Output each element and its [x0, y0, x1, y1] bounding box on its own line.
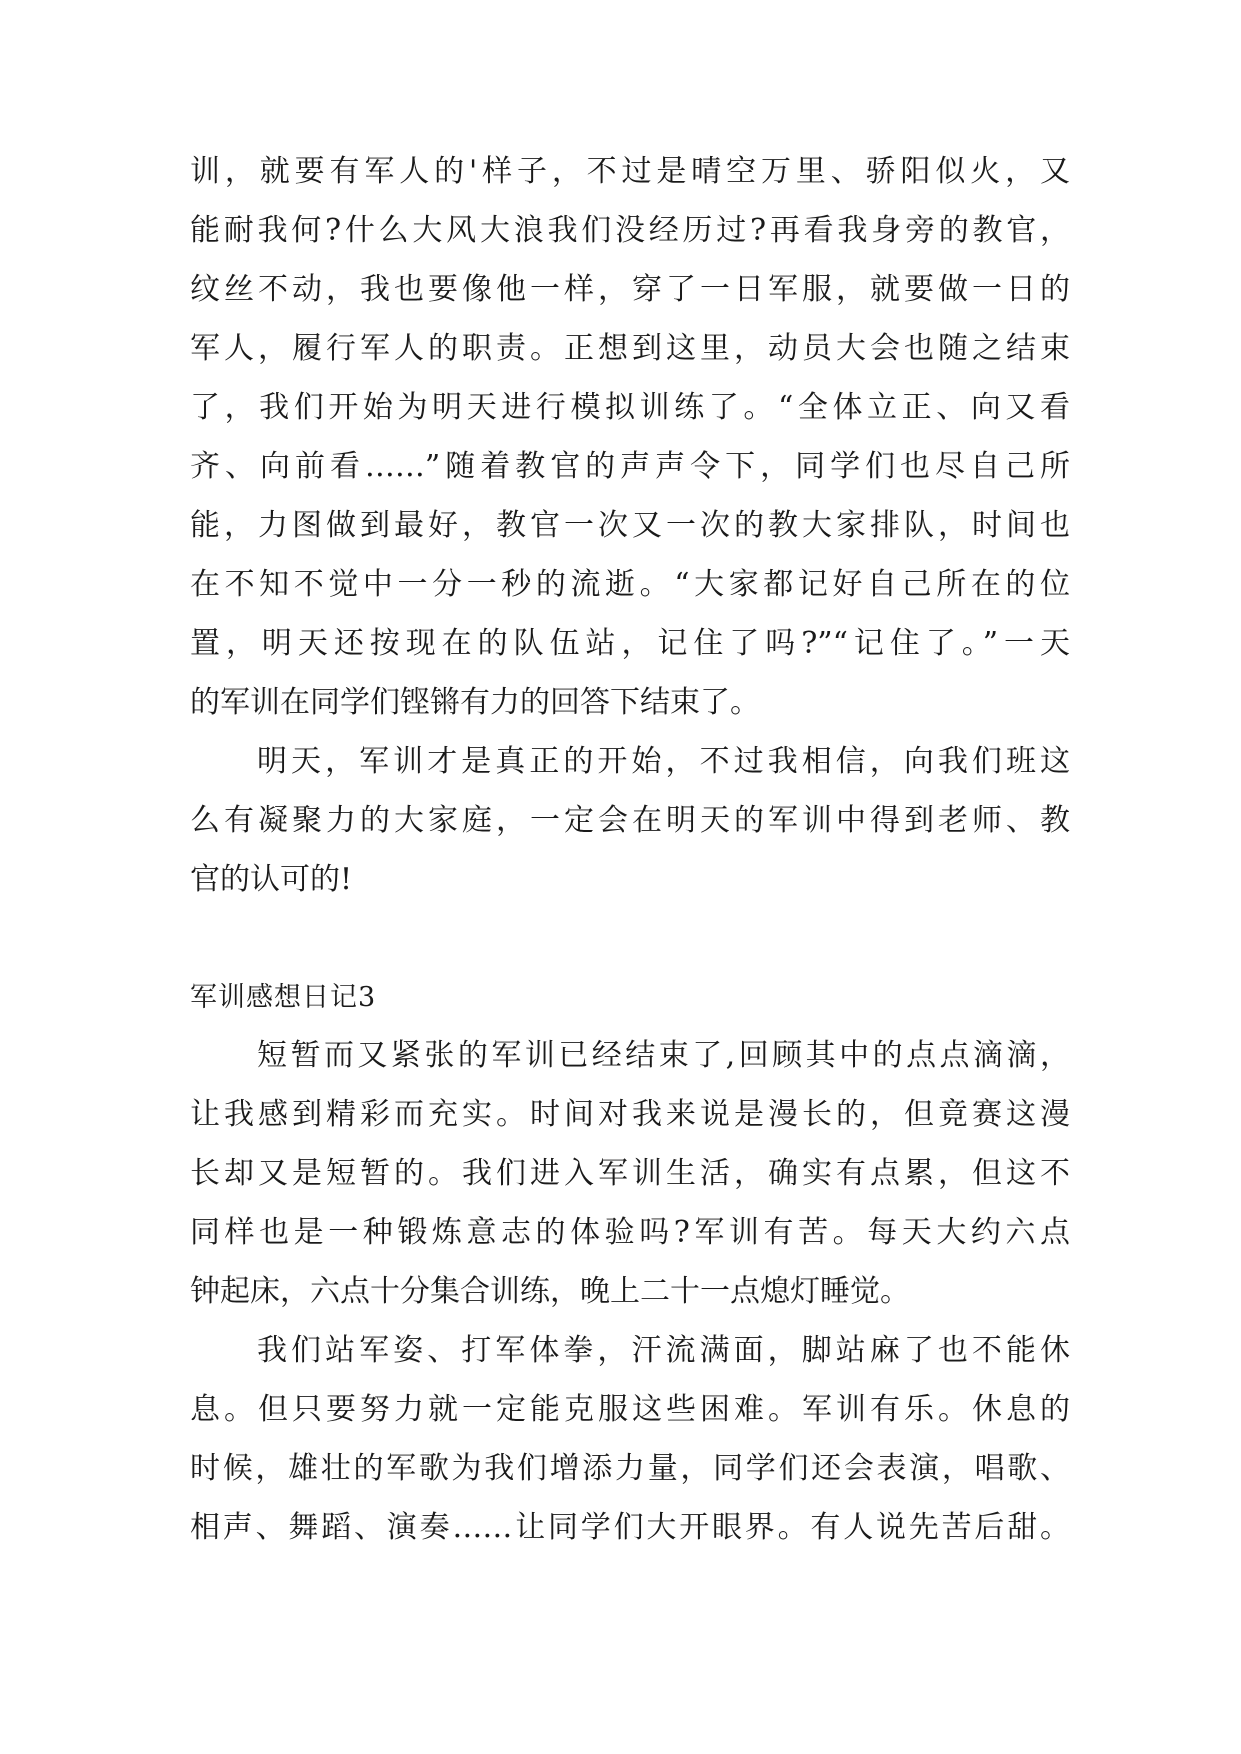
text-line: 钟起床，六点十分集合训练，晚上二十一点熄灯睡觉。	[190, 1274, 910, 1309]
text-line: 我们站军姿、打军体拳，汗流满面，脚站麻了也不能休	[257, 1333, 1070, 1368]
text-line: 短暂而又紧张的军训已经结束了,回顾其中的点点滴滴，	[257, 1038, 1070, 1073]
text-line: 军人，履行军人的职责。正想到这里，动员大会也随之结束	[190, 331, 1070, 366]
text-line: 在不知不觉中一分一秒的流逝。“大家都记好自己所在的位	[190, 567, 1070, 602]
text-line: 能，力图做到最好，教官一次又一次的教大家排队，时间也	[190, 508, 1070, 543]
text-line: 长却又是短暂的。我们进入军训生活，确实有点累，但这不	[190, 1156, 1070, 1191]
text-line: 让我感到精彩而充实。时间对我来说是漫长的，但竟赛这漫	[190, 1097, 1070, 1132]
text-line: 纹丝不动，我也要像他一样，穿了一日军服，就要做一日的	[190, 272, 1070, 307]
section-heading: 军训感想日记3	[190, 982, 377, 1013]
text-line: 置，明天还按现在的队伍站，记住了吗?”“记住了。”一天	[190, 626, 1070, 661]
text-line: 的军训在同学们铿锵有力的回答下结束了。	[190, 685, 760, 720]
text-line: 相声、舞蹈、演奏……让同学们大开眼界。有人说先苦后甜。	[190, 1510, 1070, 1545]
text-line: 时候，雄壮的军歌为我们增添力量，同学们还会表演，唱歌、	[190, 1451, 1070, 1486]
text-line: 齐、向前看……”随着教官的声声令下，同学们也尽自己所	[190, 449, 1070, 484]
text-line: 能耐我何?什么大风大浪我们没经历过?再看我身旁的教官，	[190, 213, 1070, 248]
text-line: 么有凝聚力的大家庭，一定会在明天的军训中得到老师、教	[190, 803, 1070, 838]
text-line: 官的认可的!	[190, 862, 353, 897]
text-line: 明天，军训才是真正的开始，不过我相信，向我们班这	[257, 744, 1070, 779]
text-line: 同样也是一种锻炼意志的体验吗?军训有苦。每天大约六点	[190, 1215, 1070, 1250]
text-line: 息。但只要努力就一定能克服这些困难。军训有乐。休息的	[190, 1392, 1070, 1427]
text-line: 了，我们开始为明天进行模拟训练了。“全体立正、向又看	[190, 390, 1070, 425]
text-line: 训，就要有军人的'样子，不过是晴空万里、骄阳似火，又	[190, 154, 1070, 189]
